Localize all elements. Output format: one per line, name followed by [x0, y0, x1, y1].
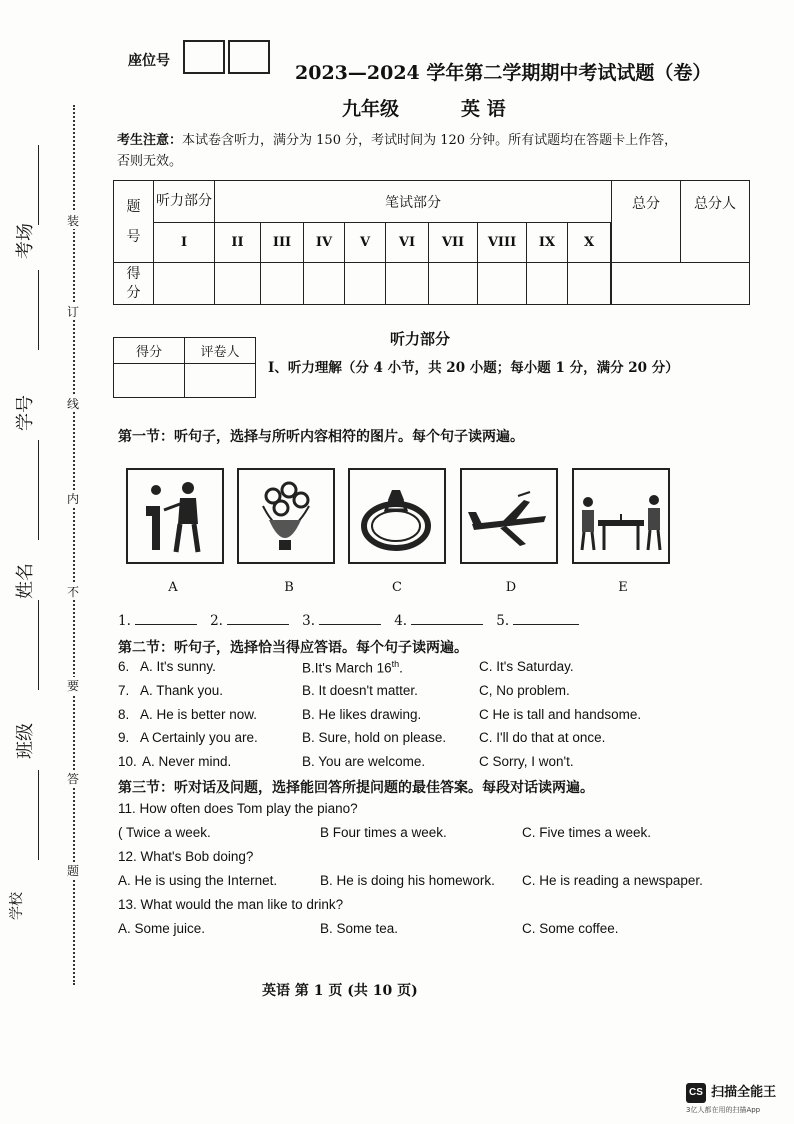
binding-char: 题: [66, 864, 79, 878]
class-label: 班级: [15, 723, 36, 759]
q10-number: 10.: [118, 754, 137, 769]
ping-pong-icon: [574, 470, 668, 562]
grading-score-header: 得分: [114, 338, 185, 364]
q9-number: 9.: [118, 730, 130, 745]
picture-label-a: A: [168, 580, 178, 595]
q12-option-c: C. He is reading a newspaper.: [522, 873, 703, 888]
q11-question: 11. How often does Tom play the piano?: [118, 801, 358, 816]
seat-label: 座位号: [128, 53, 170, 69]
q13-option-a: A. Some juice.: [118, 921, 206, 936]
score-table: [113, 180, 750, 305]
q9-option-b: B. Sure, hold on please.: [302, 730, 447, 745]
written-header: 笔试部分: [215, 181, 612, 223]
q13-option-b: B. Some tea.: [320, 921, 399, 936]
col-VI: VI: [386, 223, 429, 263]
score-cell[interactable]: [429, 263, 478, 305]
binding-char: 要: [66, 679, 79, 693]
total-person-header: 总分人: [681, 181, 750, 263]
exam-room-line: [38, 145, 39, 225]
q6-number: 6.: [118, 659, 130, 674]
ring-icon: [350, 470, 444, 562]
scanner-logo-icon: CS: [686, 1083, 706, 1103]
score-cell[interactable]: [261, 263, 304, 305]
picture-a: [126, 468, 224, 564]
q7-option-b: B. It doesn't matter.: [302, 683, 418, 698]
q12-option-b: B. He is doing his homework.: [320, 873, 495, 888]
student-no-label: 学号: [15, 395, 36, 431]
q8-option-b: B. He likes drawing.: [302, 707, 422, 722]
q8-option-a: A. He is better now.: [140, 707, 258, 722]
notice-label: 考生注意：: [117, 133, 183, 148]
flower-bouquet-icon: [239, 470, 333, 562]
sec1-title: 第一节：听句子，选择与所听内容相符的图片。每个句子读两遍。: [118, 429, 524, 445]
q7-number: 7.: [118, 683, 130, 698]
col-X: X: [568, 223, 611, 263]
page-footer: 英语 第 1 页 (共 10 页): [262, 983, 418, 999]
q13-question: 13. What would the man like to drink?: [118, 897, 344, 912]
q10-option-c: C Sorry, I won't.: [479, 754, 574, 769]
q13-option-c: C. Some coffee.: [522, 921, 619, 936]
col-II: II: [215, 223, 261, 263]
picture-e: [572, 468, 670, 564]
picture-label-c: C: [392, 580, 402, 595]
subject-label: 英 语: [461, 98, 506, 120]
binding-char: 不: [66, 585, 79, 599]
score-cell[interactable]: [304, 263, 345, 305]
grade-label: 九年级: [342, 98, 400, 120]
sec3-title: 第三节：听对话及问题，选择能回答所提问题的最佳答案。每段对话读两遍。: [118, 780, 594, 796]
col-VIII: VIII: [478, 223, 527, 263]
total-header: 总分: [612, 181, 681, 263]
col-IV: IV: [304, 223, 345, 263]
name-line: [38, 600, 39, 690]
total-score-cell[interactable]: [612, 263, 750, 305]
col-IX: IX: [527, 223, 568, 263]
q7-option-c: C, No problem.: [479, 683, 570, 698]
picture-c: [348, 468, 446, 564]
col-III: III: [261, 223, 304, 263]
q12-option-a: A. He is using the Internet.: [118, 873, 278, 888]
q8-number: 8.: [118, 707, 130, 722]
answer-blank-4[interactable]: [411, 612, 483, 625]
listening-section-title: 听力部分: [390, 330, 451, 348]
part1-title: I、听力理解（分 4 小节，共 20 小题；每小题 1 分，满分 20 分）: [268, 360, 679, 376]
class-line: [38, 770, 39, 860]
exam-room-line-2: [38, 270, 39, 350]
q11-option-a: ( Twice a week.: [118, 825, 211, 840]
seat-box-1[interactable]: [183, 40, 225, 74]
q7-option-a: A. Thank you.: [140, 683, 224, 698]
scanner-tagline: 3亿人都在用的扫描App: [686, 1106, 761, 1114]
notice-text-2: 否则无效。: [117, 154, 183, 169]
binding-char: 答: [66, 772, 79, 786]
school-label: 学校: [9, 892, 25, 920]
picture-label-e: E: [618, 580, 628, 595]
scanner-name: 扫描全能王: [711, 1085, 777, 1100]
picture-d: [460, 468, 558, 564]
col-VII: VII: [429, 223, 478, 263]
answer-blank-3[interactable]: [319, 612, 381, 625]
scanner-watermark: [686, 1080, 776, 1115]
sec2-title: 第二节：听句子，选择恰当得应答语。每个句子读两遍。: [118, 640, 468, 656]
score-cell[interactable]: [386, 263, 429, 305]
exam-room-label: 考场: [15, 223, 36, 259]
picture-b: [237, 468, 335, 564]
seat-box-2[interactable]: [228, 40, 270, 74]
notice-text: 本试卷含听力，满分为 150 分，考试时间为 120 分钟。所有试题均在答题卡上作答，: [182, 133, 678, 148]
q6-option-a: A. It's sunny.: [140, 659, 216, 674]
grading-grader-cell[interactable]: [185, 364, 256, 398]
binding-dotted-line: [73, 105, 75, 985]
binding-char: 内: [66, 492, 79, 506]
score-cell[interactable]: [568, 263, 611, 305]
q11-option-b: B Four times a week.: [320, 825, 447, 840]
name-label: 姓名: [15, 563, 36, 599]
answer-blanks: 1. 2. 3. 4. 5.: [118, 612, 579, 629]
col-V: V: [345, 223, 386, 263]
answer-blank-1[interactable]: [135, 612, 197, 625]
binding-char: 线: [66, 397, 79, 411]
row-label-score: 得 分: [114, 263, 154, 305]
binding-char: 订: [66, 305, 79, 319]
score-cell[interactable]: [215, 263, 261, 305]
airplane-icon: [462, 470, 556, 562]
binding-char: 装: [66, 214, 79, 228]
answer-blank-5[interactable]: [513, 612, 579, 625]
score-cell[interactable]: [154, 263, 215, 305]
q11-option-c: C. Five times a week.: [522, 825, 652, 840]
row-label-question-no: 题 号: [114, 181, 154, 263]
q6-option-b: B.It's March 16th.: [302, 659, 403, 676]
score-cell[interactable]: [345, 263, 386, 305]
grading-table: [113, 337, 256, 398]
answer-blank-2[interactable]: [227, 612, 289, 625]
q6-option-c: C. It's Saturday.: [479, 659, 574, 674]
q9-option-a: A Certainly you are.: [140, 730, 258, 745]
q8-option-c: C He is tall and handsome.: [479, 707, 642, 722]
exam-title: 2023—2024 学年第二学期期中考试试题（卷）: [295, 62, 712, 84]
q10-option-a: A. Never mind.: [142, 754, 232, 769]
student-no-line: [38, 440, 39, 540]
col-I: I: [154, 223, 215, 263]
score-cell[interactable]: [478, 263, 527, 305]
score-cell[interactable]: [527, 263, 568, 305]
picture-label-d: D: [505, 580, 517, 595]
q10-option-b: B. You are welcome.: [302, 754, 426, 769]
grading-grader-header: 评卷人: [185, 338, 256, 364]
notice: [117, 130, 757, 172]
two-men-handshake-icon: [128, 470, 222, 562]
listening-header: 听力部分: [154, 181, 215, 223]
grading-score-cell[interactable]: [114, 364, 185, 398]
picture-label-b: B: [284, 580, 294, 595]
q9-option-c: C. I'll do that at once.: [479, 730, 606, 745]
q12-question: 12. What's Bob doing?: [118, 849, 254, 864]
